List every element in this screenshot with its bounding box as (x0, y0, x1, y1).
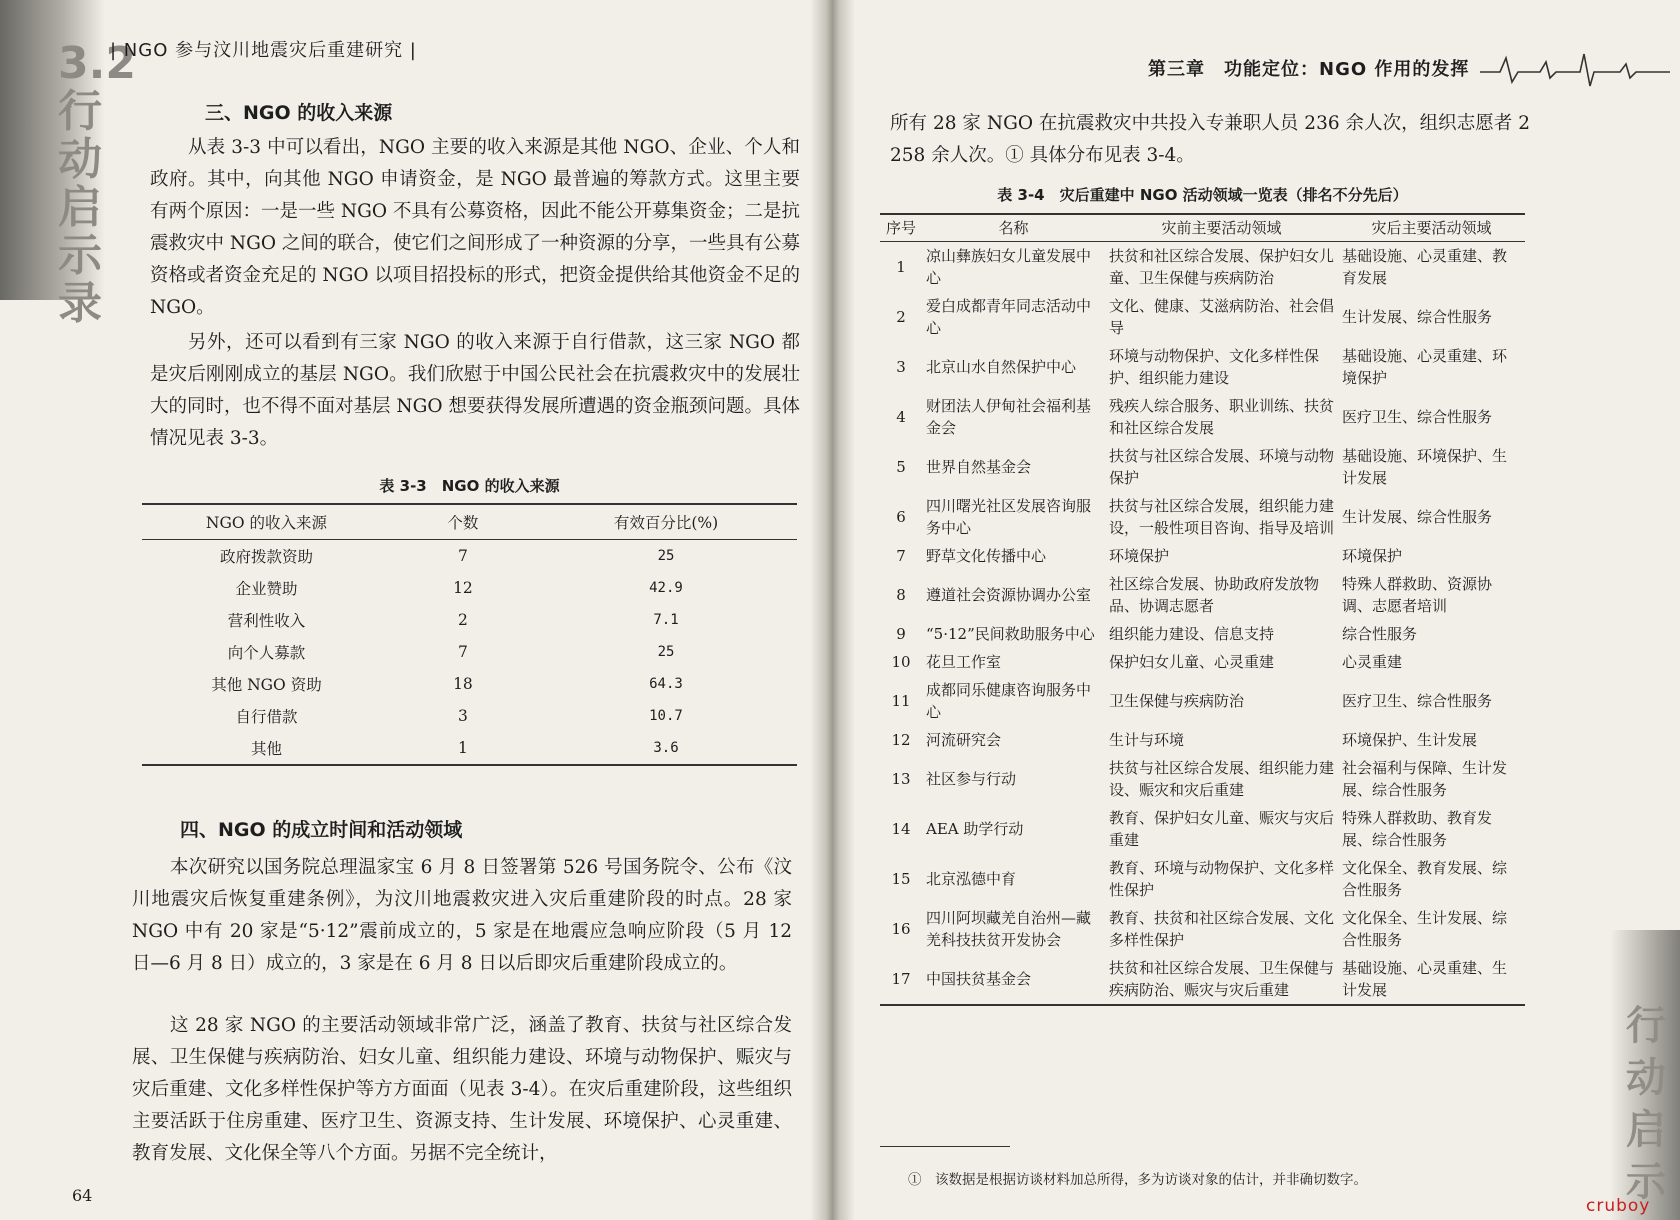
table-cell: 13 (891, 770, 911, 788)
table-cell: 9 (896, 625, 906, 643)
table-cell: 文化保全、教育发展、综合性服务 (1342, 859, 1508, 899)
table-row (880, 292, 1525, 342)
paragraph-staff-volunteers: 所有 28 家 NGO 在抗震救灾中共投入专兼职人员 236 余人次，组织志愿者 2 258 余人次。① 具体分布见表 3-4。 (890, 113, 1530, 166)
table-cell: 组织能力建设、信息支持 (1109, 625, 1275, 643)
table-cell: 基础设施、环境保护、生计发展 (1342, 447, 1508, 487)
paragraph-income-sources: 从表 3-3 中可以看出，NGO 主要的收入来源是其他 NGO、企业、个人和政府。其中，向其他 NGO 申请资金，是 NGO 最普遍的筹款方式。这里主要有两个原因：一是一些 NGO 不具有公募资格，因此不能公开募集资金；二是抗震救灾中 NGO 之间的联合，使它们之间形成了一种资源的分享，一些具有公募资格或者资金充足的 NGO 以项目招投标的形式，把资金提供给其他资金不足的 NGO。 (150, 137, 800, 318)
table-cell: 4 (896, 408, 906, 426)
table-row (142, 604, 797, 636)
table-cell: 2 (896, 308, 906, 326)
table-cell: 2 (458, 611, 468, 629)
table-cell: 野草文化传播中心 (926, 547, 1047, 565)
table-cell: 12 (453, 579, 473, 597)
column-header: 序号 (880, 214, 922, 242)
table-cell: 文化、健康、艾滋病防治、社会倡导 (1109, 297, 1335, 337)
table-3-4-caption: 表 3-4 灾后重建中 NGO 活动领域一览表（排名不分先后） (997, 186, 1408, 204)
table-cell: 政府拨款资助 (219, 548, 313, 566)
table-cell: 6 (896, 508, 906, 526)
table-cell: 基础设施、心灵重建、教育发展 (1342, 247, 1508, 287)
table-cell: 其他 (142, 732, 391, 765)
table-cell: 教育、扶贫和社区综合发展、文化多样性保护 (1109, 909, 1335, 949)
table-cell: 医疗卫生、综合性服务 (1342, 408, 1493, 426)
table-cell: 其他 NGO 资助 (211, 676, 322, 694)
watermark: cruboy (1586, 1196, 1651, 1216)
column-header: 名称 (922, 214, 1105, 242)
table-cell: 教育、保护妇女儿童、赈灾与灾后重建 (1109, 809, 1335, 849)
table-cell: 特殊人群救助、教育发展、综合性服务 (1342, 809, 1493, 849)
column-header: 有效百分比(%) (535, 504, 797, 540)
heartbeat-line-icon (1480, 48, 1670, 88)
table-cell: 基础设施、心灵重建、生计发展 (1338, 954, 1525, 1005)
table-cell: 北京泓德中育 (926, 870, 1017, 888)
table-row (880, 392, 1525, 442)
table-row (880, 854, 1525, 904)
table-cell: 64.3 (649, 676, 683, 692)
table-cell: 扶贫和社区综合发展、保护妇女儿童、卫生保健与疾病防治 (1109, 247, 1335, 287)
footnote-rule (880, 1146, 1010, 1147)
table-cell: 10.7 (649, 708, 683, 724)
table-cell: 社会福利与保障、生计发展、综合性服务 (1342, 759, 1508, 799)
table-cell: 综合性服务 (1342, 625, 1418, 643)
table-cell: 扶贫和社区综合发展、卫生保健与疾病防治、赈灾与灾后重建 (1105, 954, 1338, 1005)
table-row (880, 542, 1525, 570)
table-cell: 环境保护 (1109, 547, 1170, 565)
table-cell: 四川阿坝藏羌自治州—藏羌科技扶贫开发协会 (926, 909, 1092, 949)
column-header: NGO 的收入来源 (142, 504, 391, 540)
paragraph-self-borrowing: 另外，还可以看到有三家 NGO 的收入来源于自行借款，这三家 NGO 都是灾后刚刚成立的基层 NGO。我们欣慰于中国公民社会在抗震救灾中的发展壮大的同时，也不得不面对基层 NGO 想要获得发展所遭遇的资金瓶颈问题。具体情况见表 3-3。 (150, 332, 800, 449)
table-cell: 生计发展、综合性服务 (1342, 508, 1493, 526)
table-cell: 保护妇女儿童、心灵重建 (1109, 653, 1275, 671)
table-row (880, 804, 1525, 854)
paragraph-research-timeline: 本次研究以国务院总理温家宝 6 月 8 日签署第 526 号国务院令、公布《汶川地震灾后恢复重建条例》，为汶川地震救灾进入灾后重建阶段的时点。28 家 NGO 中有 20 家是“5·12”震前成立的，5 家是在地震应急响应阶段（5 月 12 日—6 月 8 日）成立的，3 家是在 6 月 8 日以后即灾后重建阶段成立的。 (132, 857, 792, 974)
table-cell: 扶贫与社区综合发展、组织能力建设、赈灾和灾后重建 (1109, 759, 1335, 799)
table-cell: 河流研究会 (926, 731, 1002, 749)
table-row (880, 342, 1525, 392)
table-cell: 北京山水自然保护中心 (926, 358, 1077, 376)
table-row (880, 954, 1525, 1005)
table-row (142, 700, 797, 732)
table-cell: 7 (458, 547, 468, 565)
table-cell: 7 (896, 547, 906, 565)
decorative-strip-text: 3.2 行动启示录 (58, 38, 136, 329)
table-3-3-caption: 表 3-3 NGO 的收入来源 (379, 477, 560, 495)
column-header: 灾前主要活动领域 (1105, 214, 1338, 242)
table-cell: “5·12”民间救助服务中心 (926, 625, 1095, 643)
paragraph-activity-fields: 这 28 家 NGO 的主要活动领域非常广泛，涵盖了教育、扶贫与社区综合发展、卫生保健与疾病防治、妇女儿童、组织能力建设、环境与动物保护、赈灾与灾后重建、文化多样性保护等方方面面（见表 3-4）。在灾后重建阶段，这些组织主要活跃于住房重建、医疗卫生、资源支持、生计发展、环境保护、心灵重建、教育发展、文化保全等八个方面。另据不完全统计， (132, 1015, 792, 1164)
table-cell: 16 (891, 920, 911, 938)
book-gutter (810, 0, 855, 1220)
table-row (142, 668, 797, 700)
table-row (142, 540, 797, 573)
table-cell: 环境保护、生计发展 (1342, 731, 1478, 749)
table-cell: 营利性收入 (227, 612, 306, 630)
table-cell: 残疾人综合服务、职业训练、扶贫和社区综合发展 (1109, 397, 1335, 437)
table-cell: 3.6 (535, 732, 797, 765)
table-cell: 10 (891, 653, 911, 671)
section-title-income-sources: 三、NGO 的收入来源 (205, 102, 393, 124)
table-cell: 15 (891, 870, 911, 888)
table-row (880, 754, 1525, 804)
table-cell: 中国扶贫基金会 (922, 954, 1105, 1005)
table-cell: 凉山彝族妇女儿童发展中心 (926, 247, 1092, 287)
table-cell: 生计与环境 (1109, 731, 1185, 749)
table-cell: 25 (657, 548, 675, 564)
table-cell: 7 (458, 643, 468, 661)
table-cell: AEA 助学行动 (926, 820, 1024, 838)
decorative-strip-text-right: 行动启示 (1626, 1003, 1666, 1205)
table-cell: 环境与动物保护、文化多样性保护、组织能力建设 (1109, 347, 1320, 387)
table-cell: 向个人募款 (227, 644, 306, 662)
table-row (880, 492, 1525, 542)
table-cell: 25 (657, 644, 675, 660)
table-cell: 特殊人群救助、资源协调、志愿者培训 (1342, 575, 1493, 615)
table-cell: 爱白成都青年同志活动中心 (926, 297, 1092, 337)
table-cell: 8 (896, 586, 906, 604)
table-cell: 四川曙光社区发展咨询服务中心 (926, 497, 1092, 537)
table-row (142, 636, 797, 668)
table-cell: 医疗卫生、综合性服务 (1342, 692, 1493, 710)
table-row (880, 242, 1525, 293)
table-cell: 11 (891, 692, 911, 710)
table-row (880, 726, 1525, 754)
left-page (0, 0, 825, 1220)
table-cell: 17 (880, 954, 922, 1005)
page-number: 64 (72, 1186, 93, 1205)
table-cell: 18 (453, 675, 473, 693)
income-sources-table (142, 503, 797, 766)
table-cell: 扶贫与社区综合发展、环境与动物保护 (1109, 447, 1335, 487)
table-cell: 3 (896, 358, 906, 376)
table-cell: 7.1 (653, 612, 679, 628)
table-cell: 12 (891, 731, 911, 749)
table-cell: 文化保全、生计发展、综合性服务 (1342, 909, 1508, 949)
activity-fields-table (880, 213, 1525, 1006)
running-head-book-title: | NGO 参与汶川地震灾后重建研究 | (110, 40, 417, 61)
table-cell: 14 (891, 820, 911, 838)
table-cell: 财团法人伊甸社会福利基金会 (926, 397, 1092, 437)
table-cell: 生计发展、综合性服务 (1342, 308, 1493, 326)
table-row (880, 620, 1525, 648)
table-cell: 教育、环境与动物保护、文化多样性保护 (1109, 859, 1335, 899)
table-cell: 1 (896, 258, 906, 276)
column-header: 灾后主要活动领域 (1338, 214, 1525, 242)
table-cell: 企业赞助 (235, 580, 298, 598)
table-cell: 5 (896, 458, 906, 476)
footnote: ① 该数据是根据访谈材料加总所得，多为访谈对象的估计，并非确切数字。 (908, 1172, 1367, 1188)
table-cell: 3 (458, 707, 468, 725)
table-header-row (880, 214, 1525, 242)
table-cell: 扶贫与社区综合发展，组织能力建设，一般性项目咨询、指导及培训 (1109, 497, 1335, 537)
table-cell: 心灵重建 (1342, 653, 1403, 671)
table-row (142, 572, 797, 604)
table-row (880, 676, 1525, 726)
table-header-row (142, 504, 797, 540)
section-title-founding-and-fields: 四、NGO 的成立时间和活动领域 (180, 819, 463, 841)
table-cell: 1 (391, 732, 535, 765)
table-cell: 环境保护 (1342, 547, 1403, 565)
table-row (142, 732, 797, 765)
table-cell: 世界自然基金会 (926, 458, 1032, 476)
table-cell: 42.9 (649, 580, 683, 596)
table-cell: 成都同乐健康咨询服务中心 (926, 681, 1092, 721)
table-row (880, 442, 1525, 492)
table-cell: 花旦工作室 (926, 653, 1002, 671)
table-cell: 卫生保健与疾病防治 (1109, 692, 1245, 710)
table-cell: 遵道社会资源协调办公室 (926, 586, 1092, 604)
table-cell: 自行借款 (235, 708, 298, 726)
running-head-chapter-title: 第三章 功能定位：NGO 作用的发挥 (1148, 59, 1470, 80)
table-cell: 基础设施、心灵重建、环境保护 (1342, 347, 1508, 387)
table-row (880, 904, 1525, 954)
table-cell: 社区参与行动 (926, 770, 1017, 788)
table-row (880, 570, 1525, 620)
table-row (880, 648, 1525, 676)
column-header: 个数 (391, 504, 535, 540)
table-cell: 社区综合发展、协助政府发放物品、协调志愿者 (1109, 575, 1320, 615)
